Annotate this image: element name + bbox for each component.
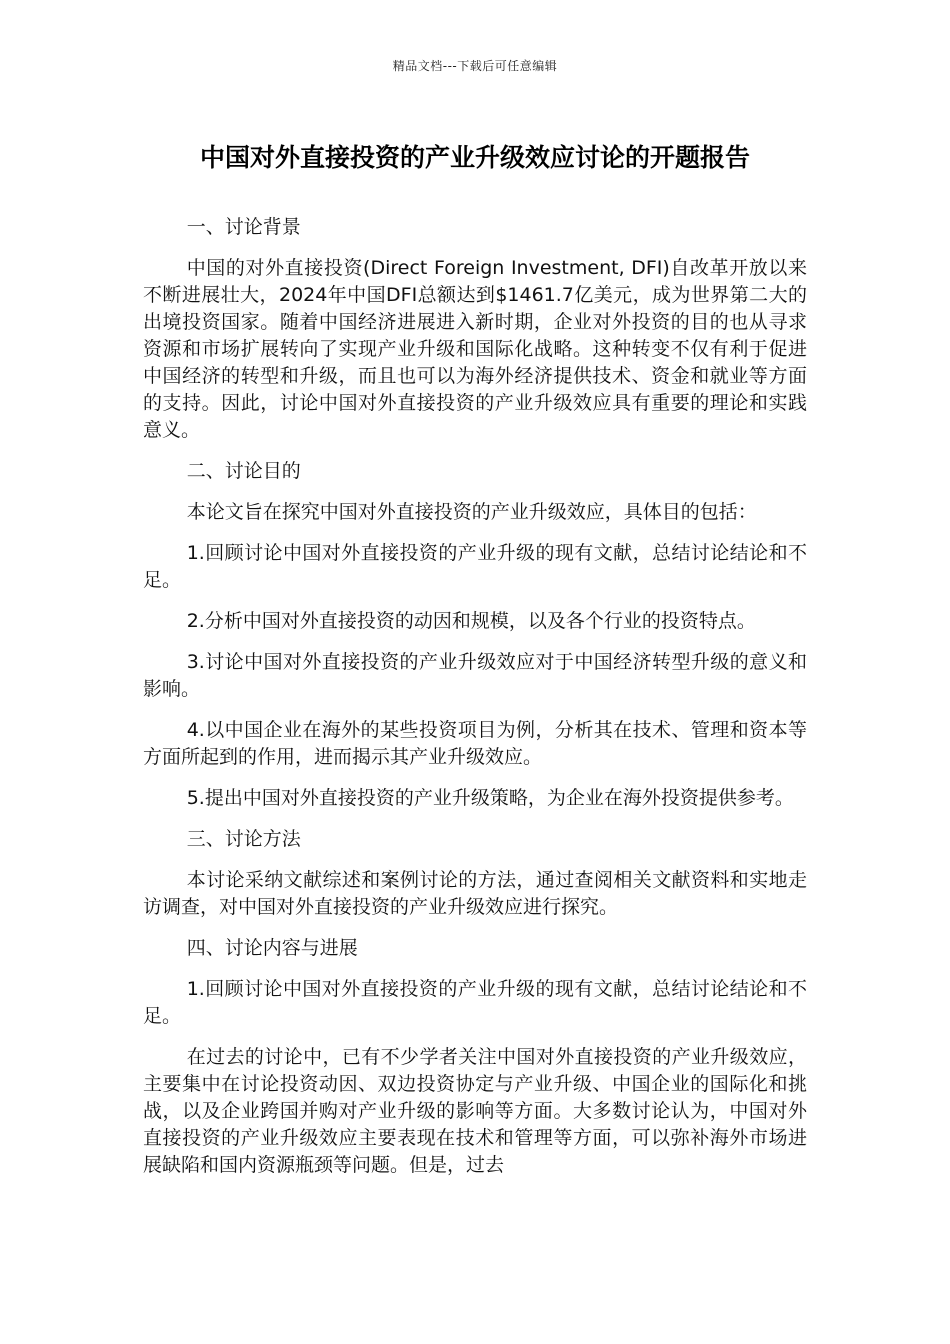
list-item-purpose-3: 3.讨论中国对外直接投资的产业升级效应对于中国经济转型升级的意义和影响。 xyxy=(143,651,807,700)
document-title: 中国对外直接投资的产业升级效应讨论的开题报告 xyxy=(199,143,750,172)
paragraph-method: 本讨论采纳文献综述和案例讨论的方法，通过查阅相关文献资料和实地走访调查，对中国对外直接投资的产业升级效应进行探究。 xyxy=(143,869,807,918)
list-item-purpose-4: 4.以中国企业在海外的某些投资项目为例，分析其在技术、管理和资本等方面所起到的作用，进而揭示其产业升级效应。 xyxy=(143,719,807,768)
list-item-purpose-2: 2.分析中国对外直接投资的动因和规模，以及各个行业的投资特点。 xyxy=(186,610,756,632)
page-header-note: 精品文档---下载后可任意编辑 xyxy=(392,59,558,73)
section-heading-background: 一、讨论背景 xyxy=(186,216,301,238)
paragraph-purpose-intro: 本论文旨在探究中国对外直接投资的产业升级效应，具体目的包括： xyxy=(186,501,757,523)
section-heading-purpose: 二、讨论目的 xyxy=(186,460,301,482)
list-item-content-1: 1.回顾讨论中国对外直接投资的产业升级的现有文献，总结讨论结论和不足。 xyxy=(143,978,807,1027)
paragraph-background: 中国的对外直接投资(Direct Foreign Investment, DFI)自改革开放以来不断进展壮大，2024年中国DFI总额达到$1461.7亿美元，成为世界第二大的出境投资国家。随着中国经济进展进入新时期，企业对外投资的目的也从寻求资源和市场扩展转向了实现产业升级和国际化战略。这种转变不仅有利于促进中国经济的转型和升级，而且也可以为海外经济提供技术、资金和就业等方面的支持。因此，讨论中国对外直接投资的产业升级效应具有重要的理论和实践意义。 xyxy=(143,257,807,441)
section-heading-method: 三、讨论方法 xyxy=(186,828,301,850)
section-heading-content: 四、讨论内容与进展 xyxy=(186,937,358,959)
list-item-purpose-5: 5.提出中国对外直接投资的产业升级策略，为企业在海外投资提供参考。 xyxy=(186,787,794,809)
list-item-purpose-1: 1.回顾讨论中国对外直接投资的产业升级的现有文献，总结讨论结论和不足。 xyxy=(143,542,807,591)
document-body xyxy=(143,214,807,1193)
paragraph-literature-review: 在过去的讨论中，已有不少学者关注中国对外直接投资的产业升级效应，主要集中在讨论投资动因、双边投资协定与产业升级、中国企业的国际化和挑战，以及企业跨国并购对产业升级的影响等方面。大多数讨论认为，中国对外直接投资的产业升级效应主要表现在技术和管理等方面，可以弥补海外市场进展缺陷和国内资源瓶颈等问题。但是，过去 xyxy=(143,1046,807,1176)
